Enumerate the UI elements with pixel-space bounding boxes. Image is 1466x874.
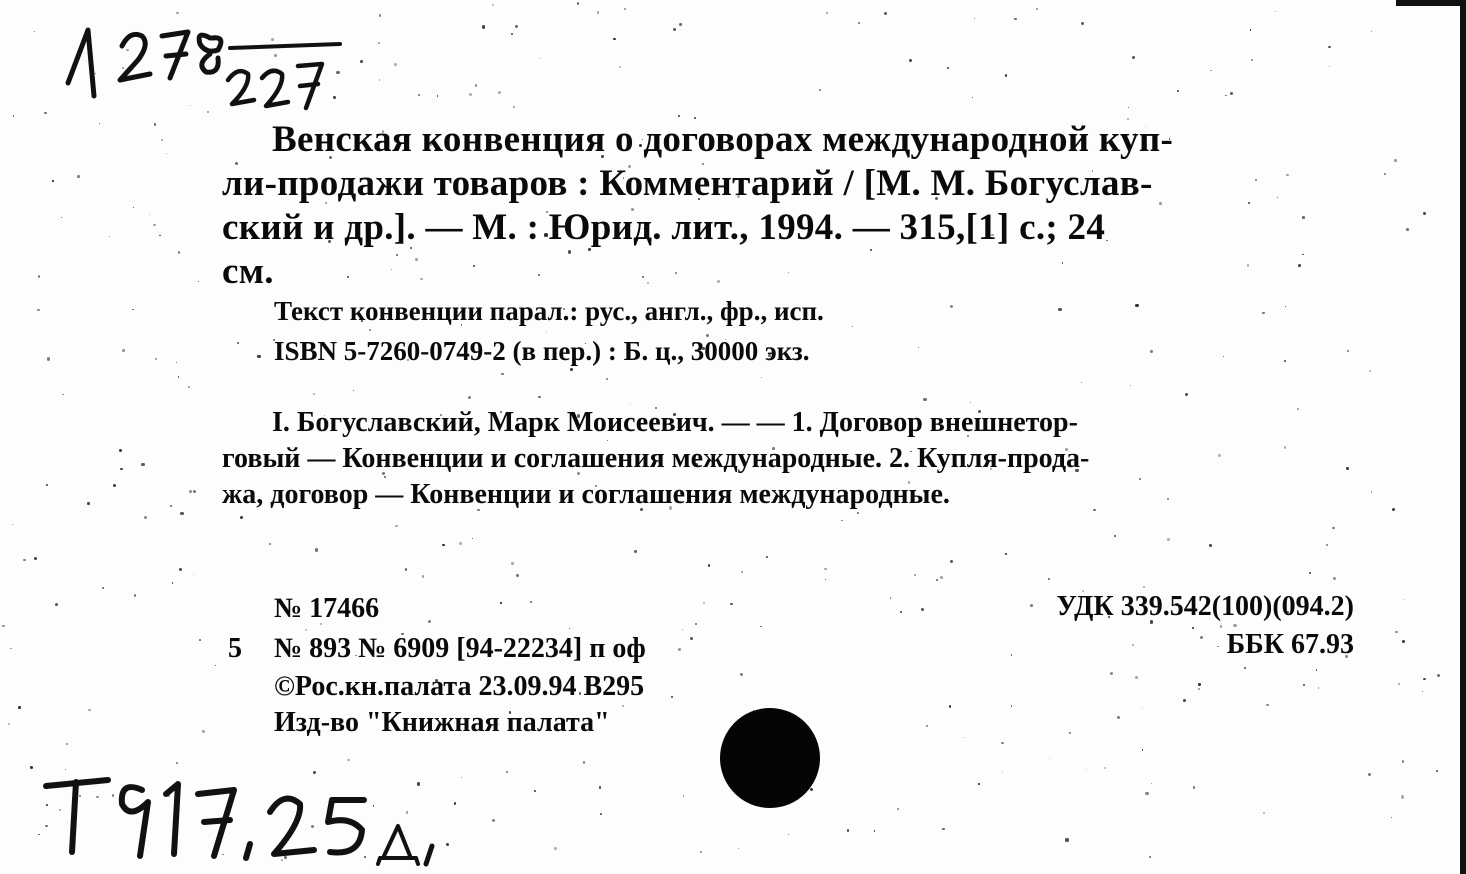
noise-speck xyxy=(890,597,891,598)
noise-speck xyxy=(1285,306,1286,307)
handwritten-shelf-mark-top xyxy=(50,8,350,128)
noise-speck xyxy=(1014,18,1016,20)
subject-tracing xyxy=(222,405,1352,513)
noise-speck xyxy=(914,574,916,576)
noise-speck xyxy=(852,326,853,327)
noise-speck xyxy=(1398,683,1400,685)
noise-speck xyxy=(141,463,144,466)
noise-speck xyxy=(1086,769,1087,770)
noise-speck xyxy=(360,60,363,63)
noise-speck xyxy=(673,28,676,31)
title-line: ли-продажи товаров : Комментарий / [М. М. Богуслав- xyxy=(222,163,1153,204)
noise-speck xyxy=(972,97,973,98)
noise-speck xyxy=(1391,817,1393,819)
noise-speck xyxy=(113,484,116,487)
noise-speck xyxy=(949,705,952,708)
noise-speck xyxy=(1030,604,1033,607)
noise-speck xyxy=(369,329,372,332)
noise-speck xyxy=(159,235,160,236)
noise-speck xyxy=(819,89,821,91)
noise-speck xyxy=(170,505,172,507)
noise-speck xyxy=(199,639,201,641)
noise-speck xyxy=(1406,228,1409,231)
noise-speck xyxy=(394,63,397,66)
noise-speck xyxy=(825,579,826,580)
noise-speck xyxy=(1048,578,1050,580)
noise-speck xyxy=(144,516,147,519)
noise-speck xyxy=(1329,66,1330,67)
noise-speck xyxy=(428,620,431,623)
noise-speck xyxy=(1333,577,1336,580)
noise-speck xyxy=(858,22,860,24)
noise-speck xyxy=(492,4,495,7)
noise-speck xyxy=(475,84,478,87)
title-line: ский и др.]. — М. : Юрид. лит., 1994. — 315,[1] с.; 24 xyxy=(222,207,1106,248)
noise-speck xyxy=(766,556,768,558)
noise-speck xyxy=(153,224,156,227)
noise-speck xyxy=(18,706,21,709)
noise-speck xyxy=(1198,688,1200,690)
noise-speck xyxy=(1177,90,1178,91)
noise-speck xyxy=(1145,792,1148,795)
noise-speck xyxy=(37,309,39,311)
noise-speck xyxy=(740,673,743,676)
isbn-note: ISBN 5-7260-0749-2 (в пер.) : Б. ц., 30000 экз. xyxy=(274,336,810,366)
noise-speck xyxy=(900,611,902,613)
noise-speck xyxy=(1437,674,1440,677)
noise-speck xyxy=(1128,107,1129,108)
noise-speck xyxy=(66,743,69,746)
noise-speck xyxy=(583,761,585,763)
noise-speck xyxy=(1132,56,1135,59)
noise-speck xyxy=(501,373,503,375)
noise-speck xyxy=(1011,654,1012,655)
noise-speck xyxy=(315,548,318,551)
noise-speck xyxy=(940,576,943,579)
noise-speck xyxy=(1328,46,1330,48)
noise-speck xyxy=(703,602,705,604)
noise-speck xyxy=(826,12,828,14)
noise-speck xyxy=(269,543,271,545)
noise-speck xyxy=(1230,92,1233,95)
noise-speck xyxy=(1209,544,1212,547)
noise-speck xyxy=(395,525,397,527)
noise-speck xyxy=(1284,360,1286,362)
noise-speck xyxy=(1233,624,1236,627)
noise-speck xyxy=(1371,491,1373,493)
noise-speck xyxy=(193,574,195,576)
noise-speck xyxy=(1244,667,1246,669)
tracing-line: I. Богуславский, Марк Моисеевич. — — 1. Договор внешнетор- xyxy=(272,407,1078,438)
noise-speck xyxy=(61,217,62,218)
noise-speck xyxy=(193,490,196,493)
noise-speck xyxy=(1117,716,1120,719)
noise-speck xyxy=(482,25,485,28)
noise-speck xyxy=(1132,644,1134,646)
noise-speck xyxy=(622,705,624,707)
noise-speck xyxy=(546,331,547,332)
noise-speck xyxy=(534,790,536,792)
noise-speck xyxy=(950,560,953,563)
noise-speck xyxy=(1135,676,1138,679)
noise-speck xyxy=(1150,350,1153,353)
noise-speck xyxy=(1275,11,1276,12)
noise-speck xyxy=(198,281,199,282)
noise-speck xyxy=(1192,627,1194,629)
noise-speck xyxy=(122,349,124,351)
noise-speck xyxy=(498,91,501,94)
noise-speck xyxy=(1423,212,1426,215)
noise-speck xyxy=(738,848,739,849)
card-edge-top xyxy=(1396,0,1466,6)
noise-speck xyxy=(950,305,953,308)
noise-speck xyxy=(511,562,514,565)
noise-speck xyxy=(1309,572,1311,574)
noise-speck xyxy=(10,648,11,649)
noise-speck xyxy=(1193,786,1196,789)
noise-speck xyxy=(577,2,579,4)
noise-speck xyxy=(134,594,136,596)
noise-speck xyxy=(313,393,315,395)
noise-speck xyxy=(678,648,681,651)
noise-speck xyxy=(761,377,762,378)
noise-speck xyxy=(1200,636,1203,639)
noise-speck xyxy=(13,115,15,117)
noise-speck xyxy=(1332,527,1335,530)
languages-note: Текст конвенции парал.: рус., англ., фр., исп. xyxy=(274,296,824,326)
noise-speck xyxy=(1049,758,1051,760)
noise-speck xyxy=(202,730,205,733)
noise-speck xyxy=(506,771,507,772)
noise-speck xyxy=(120,468,123,471)
noise-speck xyxy=(34,557,37,560)
noise-speck xyxy=(52,180,53,181)
noise-speck xyxy=(936,579,937,580)
noise-speck xyxy=(923,398,926,401)
noise-speck xyxy=(963,737,964,738)
noise-speck xyxy=(189,490,192,493)
noise-speck xyxy=(379,79,381,81)
noise-speck xyxy=(176,362,177,363)
noise-speck xyxy=(695,623,697,625)
noise-speck xyxy=(2,625,4,627)
noise-speck xyxy=(1114,535,1116,537)
noise-speck xyxy=(978,783,979,784)
noise-speck xyxy=(8,723,10,725)
noise-speck xyxy=(1422,691,1423,692)
noise-speck xyxy=(513,106,515,108)
noise-speck xyxy=(1347,350,1350,353)
noise-speck xyxy=(1251,59,1253,61)
bibliographic-description xyxy=(222,118,1352,294)
noise-speck xyxy=(1392,508,1395,511)
noise-speck xyxy=(810,788,813,791)
noise-speck xyxy=(172,582,174,584)
noise-speck xyxy=(500,602,501,603)
noise-speck xyxy=(1185,393,1188,396)
noise-speck xyxy=(678,115,680,117)
noise-speck xyxy=(847,829,849,831)
noise-speck xyxy=(1143,586,1145,588)
noise-speck xyxy=(133,207,134,208)
noise-speck xyxy=(597,11,600,14)
udk-code: УДК 339.542(100)(094.2) xyxy=(1056,591,1354,622)
noise-speck xyxy=(1081,22,1084,25)
noise-speck xyxy=(619,66,621,68)
noise-speck xyxy=(926,725,928,727)
noise-speck xyxy=(149,214,150,215)
noise-speck xyxy=(1402,640,1405,643)
noise-speck xyxy=(1036,8,1038,10)
noise-speck xyxy=(437,95,438,96)
noise-speck xyxy=(1104,767,1107,770)
noise-speck xyxy=(1394,159,1397,162)
noise-speck xyxy=(119,449,122,452)
noise-speck xyxy=(569,628,570,629)
noise-speck xyxy=(109,236,110,237)
noise-speck xyxy=(1436,770,1438,772)
noise-speck xyxy=(1011,705,1012,706)
noise-speck xyxy=(918,347,919,348)
noise-speck xyxy=(570,368,573,371)
noise-speck xyxy=(682,629,683,630)
noise-speck xyxy=(1368,773,1371,776)
noise-speck xyxy=(305,629,307,631)
noise-speck xyxy=(1081,382,1083,384)
noise-speck xyxy=(1223,356,1224,357)
noise-speck xyxy=(683,795,685,797)
noise-speck xyxy=(62,394,63,395)
noise-speck xyxy=(708,564,711,567)
noise-speck xyxy=(599,786,602,789)
noise-speck xyxy=(1183,699,1186,702)
noise-speck xyxy=(760,626,762,628)
noise-speck xyxy=(46,484,48,486)
noise-speck xyxy=(1065,838,1068,841)
noise-speck xyxy=(700,851,703,854)
noise-speck xyxy=(353,390,354,391)
noise-speck xyxy=(23,559,26,562)
noise-speck xyxy=(405,568,408,571)
noise-speck xyxy=(974,18,975,19)
noise-speck xyxy=(1369,370,1371,372)
noise-speck xyxy=(1262,312,1265,315)
noise-speck xyxy=(88,709,91,712)
noise-speck xyxy=(841,520,843,522)
punch-hole xyxy=(720,708,820,808)
noise-speck xyxy=(1225,95,1227,97)
noise-speck xyxy=(515,25,518,28)
noise-speck xyxy=(921,608,924,611)
noise-speck xyxy=(1058,308,1061,311)
noise-speck xyxy=(942,828,944,830)
noise-speck xyxy=(1250,29,1252,31)
noise-speck xyxy=(492,819,495,822)
noise-speck xyxy=(1217,646,1218,647)
tracing-line: говый — Конвенции и соглашения международные. 2. Купля-прода- xyxy=(222,443,1090,474)
noise-speck xyxy=(530,601,532,603)
noise-speck xyxy=(1395,631,1397,633)
noise-speck xyxy=(1069,732,1071,734)
noise-speck xyxy=(1005,74,1007,76)
noise-speck xyxy=(1001,742,1004,745)
noise-speck xyxy=(1220,625,1222,627)
noise-speck xyxy=(459,542,462,545)
noise-speck xyxy=(47,357,50,360)
card-number: № 17466 xyxy=(274,593,380,624)
noise-speck xyxy=(166,153,167,154)
noise-speck xyxy=(1151,783,1153,785)
noise-speck xyxy=(1326,544,1328,546)
noise-speck xyxy=(442,544,445,547)
noise-speck xyxy=(1210,70,1211,71)
noise-speck xyxy=(824,568,826,570)
noise-speck xyxy=(77,175,80,178)
noise-speck xyxy=(874,830,875,831)
noise-speck xyxy=(55,603,58,606)
noise-speck xyxy=(624,8,626,10)
noise-speck xyxy=(1142,707,1143,708)
card-edge xyxy=(1460,0,1466,874)
noise-speck xyxy=(1263,812,1265,814)
noise-speck xyxy=(44,112,47,115)
noise-speck xyxy=(378,42,380,44)
noise-speck xyxy=(1384,173,1386,175)
noise-speck xyxy=(606,378,608,380)
noise-speck xyxy=(422,575,424,577)
title-line: см. xyxy=(222,251,274,292)
noise-speck xyxy=(1167,538,1170,541)
noise-speck xyxy=(1318,687,1320,689)
noise-speck xyxy=(613,38,616,41)
noise-speck xyxy=(516,574,519,577)
noise-speck xyxy=(237,342,239,344)
noise-speck xyxy=(418,94,420,96)
noise-speck xyxy=(741,571,743,573)
noise-speck xyxy=(634,550,637,553)
noise-speck xyxy=(1403,599,1405,601)
noise-speck xyxy=(468,396,471,399)
noise-speck xyxy=(788,834,789,835)
noise-speck xyxy=(897,808,899,810)
noise-speck xyxy=(538,396,540,398)
noise-speck xyxy=(1135,304,1138,307)
noise-speck xyxy=(1005,553,1006,554)
noise-speck xyxy=(12,524,14,526)
noise-speck xyxy=(1110,672,1113,675)
noise-speck xyxy=(257,355,260,358)
noise-speck xyxy=(454,802,456,804)
noise-speck xyxy=(1423,678,1426,681)
noise-speck xyxy=(240,516,243,519)
noise-speck xyxy=(539,58,540,59)
noise-speck xyxy=(38,275,40,277)
noise-speck xyxy=(1401,795,1404,798)
noise-speck xyxy=(1266,704,1268,706)
noise-speck xyxy=(34,31,35,32)
noise-speck xyxy=(511,33,513,35)
title-line: Венская конвенция о договорах международной куп- xyxy=(272,119,1174,160)
noise-speck xyxy=(461,777,462,778)
noise-speck xyxy=(472,538,473,539)
noise-speck xyxy=(690,637,693,640)
copyright-line: ©Рос.кн.палата 23.09.94 В295 xyxy=(274,671,645,702)
noise-speck xyxy=(947,67,949,69)
bbk-code: ББК 67.93 xyxy=(1226,629,1354,660)
noise-speck xyxy=(671,696,673,698)
noise-speck xyxy=(600,813,602,815)
card-numbers: № 893 № 6909 [94-22234] п оф xyxy=(274,633,646,664)
noise-speck xyxy=(155,358,157,360)
handwritten-shelf-mark-bottom xyxy=(30,760,450,872)
noise-speck xyxy=(1002,771,1003,772)
noise-speck xyxy=(1402,760,1404,762)
noise-speck xyxy=(730,603,732,605)
tracing-line: жа, договор — Конвенции и соглашения международные. xyxy=(222,479,950,510)
noise-speck xyxy=(1198,683,1201,686)
noise-speck xyxy=(469,93,472,96)
noise-speck xyxy=(1371,31,1372,32)
noise-speck xyxy=(970,402,971,403)
noise-speck xyxy=(102,587,104,589)
card-prefix: 5 xyxy=(228,633,242,664)
noise-speck xyxy=(180,512,183,515)
noise-speck xyxy=(1142,749,1144,751)
noise-speck xyxy=(87,502,90,505)
noise-speck xyxy=(178,251,181,254)
publisher-line: Изд-во "Книжная палата" xyxy=(274,707,610,738)
noise-speck xyxy=(215,665,216,666)
noise-speck xyxy=(679,23,682,26)
noise-speck xyxy=(132,309,134,311)
noise-speck xyxy=(554,847,557,850)
noise-speck xyxy=(909,59,912,62)
noise-speck xyxy=(178,376,179,377)
noise-speck xyxy=(379,14,381,16)
noise-speck xyxy=(1303,684,1305,686)
noise-speck xyxy=(1316,669,1318,671)
noise-speck xyxy=(179,568,182,571)
noise-speck xyxy=(161,139,163,141)
noise-speck xyxy=(1130,385,1131,386)
noise-speck xyxy=(1149,856,1151,858)
noise-speck xyxy=(884,12,887,15)
noise-speck xyxy=(188,386,190,388)
